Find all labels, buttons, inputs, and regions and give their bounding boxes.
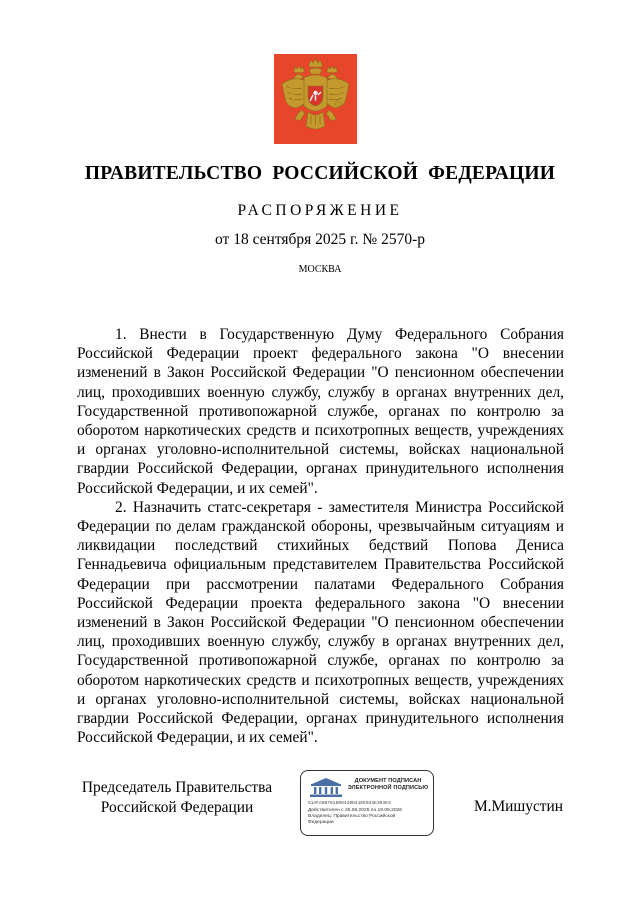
signer-position-line1: Председатель Правительства bbox=[81, 779, 273, 796]
stamp-owner-line1: Владелец: Правительство Российской bbox=[308, 814, 396, 820]
stamp-owner-line2: Федерации bbox=[308, 820, 334, 826]
document-body bbox=[77, 325, 564, 747]
document-date-number: от 18 сентября 2025 г. № 2570-р bbox=[215, 231, 425, 248]
organization-title: ПРАВИТЕЛЬСТВО РОССИЙСКОЙ ФЕДЕРАЦИИ bbox=[84, 163, 556, 184]
stamp-title bbox=[345, 778, 431, 792]
paragraph-1: 1. Внести в Государственную Думу Федерального Собрания Российской Федерации проект федерального закона "О внесении изменений в Закон Российской Федерации "О пенсионном обеспечении лиц, проходивших военную службу, службу в органах внутренних дел, Государственной противопожарной службе, органах по контролю за оборотом наркотических средств и психотропных веществ, учреждениях и органах уголовно-исполнительной системы, войсках национальной гвардии Российской Федерации, органах принудительного исполнения Российской Федерации, и их семей". bbox=[77, 326, 564, 497]
coat-of-arms-icon bbox=[274, 54, 357, 144]
signer-position bbox=[77, 778, 277, 817]
electronic-signature-stamp bbox=[300, 770, 434, 836]
government-building-icon bbox=[308, 776, 344, 798]
stamp-title-line2: ЭЛЕКТРОННОЙ ПОДПИСЬЮ bbox=[347, 785, 429, 791]
stamp-validity: Действителен с 26.06.2025 по 19.09.2026 bbox=[308, 808, 402, 813]
paragraph-2: 2. Назначить статс-секретаря - заместителя Министра Российской Федерации по делам гражданской обороны, чрезвычайным ситуациям и ликвидации последствий стихийных бедствий Попова Дениса Геннадьевича официальным представителем Правительства Российской Федерации при рассмотрении палатами Федерального Собрания Российской Федерации проекта федерального закона "О внесении изменений в Закон Российской Федерации "О пенсионном обеспечении лиц, проходивших военную службу, службу в органах внутренних дел, Государственной противопожарной службе, органах по контролю за оборотом наркотических средств и психотропных веществ, учреждениях и органах уголовно-исполнительной системы, войсках национальной гвардии Российской Федерации, органах принудительного исполнения Российской Федерации, и их семей". bbox=[77, 498, 564, 747]
stamp-certificate: 51AFA8B781D06420D41EE043E303E3 bbox=[308, 801, 391, 806]
signer-position-line2: Российской Федерации bbox=[100, 798, 254, 816]
document-city: МОСКВА bbox=[298, 264, 342, 275]
document-type: РАСПОРЯЖЕНИЕ bbox=[237, 202, 403, 219]
stamp-info bbox=[308, 808, 432, 827]
stamp-title-line1: ДОКУМЕНТ ПОДПИСАН bbox=[354, 778, 422, 784]
signer-name: М.Мишустин bbox=[473, 798, 563, 815]
